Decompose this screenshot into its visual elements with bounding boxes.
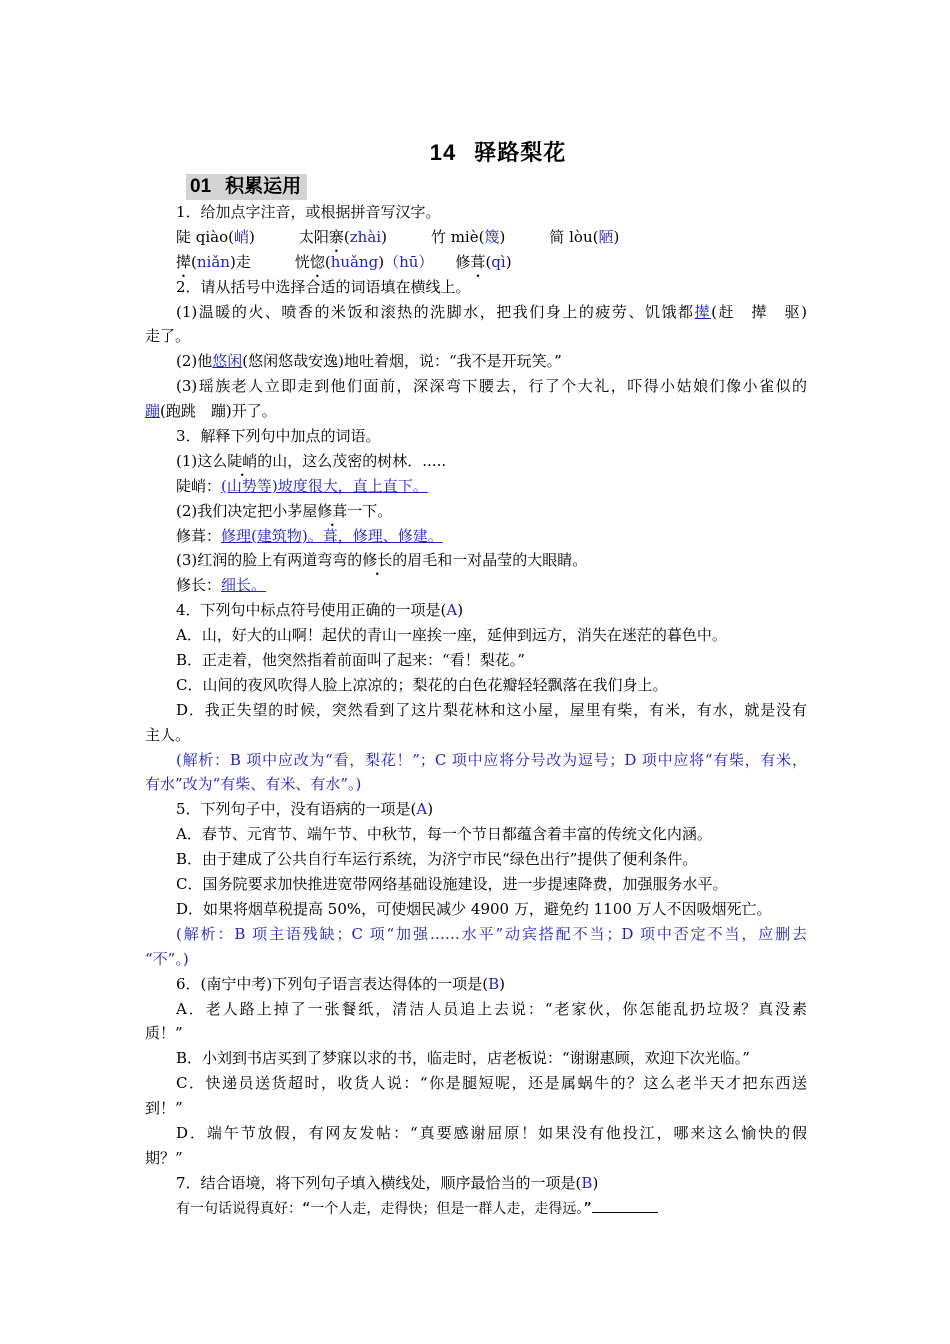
dotted-word: 修长 — [362, 551, 393, 570]
question-4-option-c: C．山间的夜风吹得人脸上凉凉的；梨花的白色花瓣轻轻飘落在我们身上。 — [176, 675, 668, 694]
question-1-stem: 1．给加点字注音，或根据拼音写汉字。 — [176, 203, 441, 221]
question-3-sentence-2: (2)我们决定把小茅屋修葺一下。 — [176, 501, 393, 520]
lesson-name: 驿路梨花 — [474, 140, 567, 165]
answer-choice: A — [416, 800, 428, 819]
dotted-char: 撵 — [176, 252, 192, 271]
question-3-sentence-1: (1)这么陡峭的山，这么茂密的树林．..... — [176, 451, 447, 470]
question-1-row-2: 撵(niǎn)走 恍惚(huǎng)（hū） 修葺(qì) — [176, 252, 512, 271]
question-1-row-1: 陡 qiào(峭) 太阳寨(zhài) 竹 miè(篾) 简 lòu(陋) — [176, 227, 620, 246]
question-5-option-b: B．由于建成了公共自行车运行系统，为济宁市民“绿色出行”提供了便利条件。 — [176, 850, 698, 869]
dotted-char: 寨 — [328, 227, 344, 246]
question-6-option-c-cont: 到！” — [145, 1099, 183, 1118]
section-number: 01 — [190, 176, 212, 197]
answer-char: 峭 — [234, 227, 250, 246]
question-5-option-d: D．如果将烟草税提高 50%，可使烟民减少 4900 万，避免约 1100 万人不因吸烟死亡。 — [176, 899, 772, 918]
question-4-stem: 4．下列句中标点符号使用正确的一项是(A) — [176, 601, 464, 620]
section-header — [186, 174, 307, 200]
question-2-sentence-3-cont: 蹦(跑跳 蹦)开了。 — [145, 402, 277, 421]
answer-choice: A — [446, 601, 458, 620]
question-6-option-a: A．老人路上掉了一张餐纸，清洁人员追上去说：“老家伙，你怎能乱扔垃圾？真没素 — [176, 999, 807, 1018]
question-7-passage: 有一句话说得真好：“一个人走，走得快；但是一群人走，走得远。” — [145, 1196, 807, 1221]
question-2-stem: 2．请从括号中选择合适的词语填在横线上。 — [176, 277, 471, 296]
answer-pinyin: zhài — [349, 227, 382, 246]
question-4-explanation: (解析：B 项中应改为“看，梨花！”；C 项中应将分号改为逗号；D 项中应将“有柴，有米， — [176, 750, 807, 769]
question-5-explanation: (解析：B 项主语残缺；C 项“加强……水平”动宾搭配不当；D 项中否定不当，应删去 — [176, 924, 807, 943]
answer-choice: B — [488, 974, 500, 993]
answer-text: 细长。 — [221, 576, 267, 595]
question-3-answer-2: 修葺：修理(建筑物)。葺，修理、修建。 — [176, 526, 443, 545]
question-3-stem: 3．解释下列句中加点的词语。 — [176, 427, 381, 446]
dotted-char: 葺 — [470, 252, 486, 271]
question-6-option-a-cont: 质！” — [145, 1024, 183, 1043]
question-6-option-d: D．端午节放假，有网友发帖：“真要感谢屈原！如果没有他投江，哪来这么愉快的假 — [176, 1123, 807, 1142]
fill-blank — [592, 1198, 658, 1213]
answer-pinyin: huǎng — [330, 252, 379, 271]
question-4-explanation-cont: 有水”改为“有柴、有米、有水”。) — [145, 775, 362, 794]
question-3-answer-1: 陡峭：(山势等)坡度很大，直上直下。 — [176, 476, 428, 495]
question-7-stem: 7．结合语境，将下列句子填入横线处，顺序最恰当的一项是(B) — [176, 1173, 599, 1192]
dotted-word: 陡峭 — [227, 451, 258, 470]
question-5-option-a: A．春节、元宵节、端午节、中秋节，每一个节日都蕴含着丰富的传统文化内涵。 — [176, 825, 712, 844]
question-3-sentence-3: (3)红润的脸上有两道弯弯的修长的眉毛和一对晶莹的大眼睛。 — [176, 551, 588, 570]
answer-pinyin: qì — [491, 252, 506, 271]
answer-word: 撵 — [694, 302, 712, 321]
question-4-option-b: B．正走着，他突然指着前面叫了起来：“看！梨花。” — [176, 651, 525, 670]
question-2-sentence-3: (3)瑶族老人立即走到他们面前，深深弯下腰去，行了个大礼，吓得小姑娘们像小雀似的 — [176, 377, 807, 396]
question-4-option-a: A．山，好大的山啊！起伏的青山一座挨一座，延伸到远方，消失在迷茫的暮色中。 — [176, 626, 727, 645]
question-4-option-d: D．我正失望的时候，突然看到了这片梨花林和这小屋，屋里有柴，有米，有水，就是没有 — [176, 700, 807, 719]
dotted-char: 惚 — [309, 252, 325, 271]
question-5-explanation-cont: “不”。) — [145, 949, 189, 968]
exercise-body — [145, 200, 807, 1221]
question-2-sentence-2: (2)他悠闲(悠闲悠哉安逸)地吐着烟，说：“我不是开玩笑。” — [176, 352, 562, 371]
question-5-option-c: C．国务院要求加快推进宽带网络基础设施建设，进一步提速降费，加强服务水平。 — [176, 875, 728, 894]
section-title: 积累运用 — [225, 176, 302, 197]
question-3-answer-3: 修长：细长。 — [176, 576, 267, 595]
answer-pinyin: （hū） — [384, 252, 434, 271]
question-6-option-b: B．小刘到书店买到了梦寐以求的书，临走时，店老板说：“谢谢惠顾，欢迎下次光临。” — [176, 1049, 750, 1068]
answer-text: 修理(建筑物)。葺，修理、修建。 — [221, 526, 443, 545]
answer-char: 篾 — [484, 227, 500, 246]
dotted-word: 修葺 — [317, 501, 348, 520]
answer-word: 悠闲 — [212, 352, 243, 371]
lesson-number: 14 — [429, 140, 457, 165]
question-5-stem: 5．下列句子中，没有语病的一项是(A) — [176, 800, 434, 819]
question-4-option-d-cont: 主人。 — [145, 725, 191, 744]
answer-char: 陋 — [598, 227, 614, 246]
question-6-stem: 6．(南宁中考)下列句子语言表达得体的一项是(B) — [176, 974, 505, 993]
question-6-option-d-cont: 期？” — [145, 1148, 183, 1167]
question-2-sentence-1-cont: 走了。 — [145, 327, 191, 346]
lesson-title — [0, 136, 950, 167]
question-2-sentence-1: (1)温暖的火、喷香的米饭和滚热的洗脚水，把我们身上的疲劳、饥饿都撵(赶 撵 驱) — [176, 302, 807, 321]
question-6-option-c: C．快递员送货超时，收货人说：“你是腿短呢，还是属蜗牛的？这么老半天才把东西送 — [176, 1074, 807, 1093]
answer-word: 蹦 — [145, 402, 161, 421]
answer-choice: B — [581, 1173, 593, 1192]
answer-text: (山势等)坡度很大，直上直下。 — [221, 476, 428, 495]
answer-pinyin: niǎn — [196, 252, 230, 271]
